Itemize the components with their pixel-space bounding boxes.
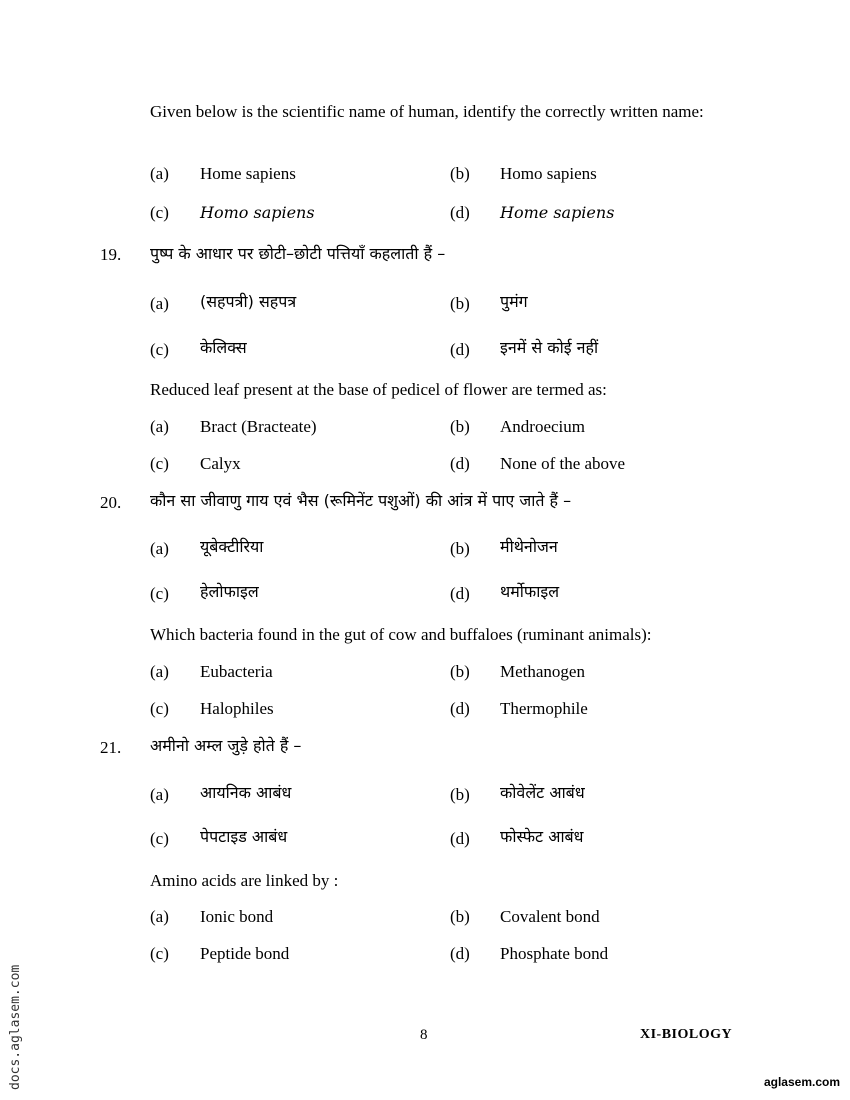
option-label: (d) xyxy=(450,944,470,963)
q20-question-hi: कौन सा जीवाणु गाय एवं भैस (रूमिनेंट पशुओं) की आंत्र में पाए जाते हैं – xyxy=(150,491,572,510)
option-label: (d) xyxy=(450,584,470,603)
q21-option-b: Covalent bond xyxy=(500,907,600,926)
option-label: (a) xyxy=(150,785,169,804)
q19-question-en: Reduced leaf present at the base of pedicel of flower are termed as: xyxy=(150,380,607,399)
side-watermark: docs.aglasem.com xyxy=(8,964,23,1090)
q21-option-c-hi: पेपटाइड आबंध xyxy=(200,827,288,846)
option-label: (c) xyxy=(150,454,169,473)
subject-label: XI-BIOLOGY xyxy=(640,1027,733,1042)
q20-option-b: Methanogen xyxy=(500,662,585,681)
q21-option-a-hi: आयनिक आबंध xyxy=(200,783,292,802)
option-label: (d) xyxy=(450,699,470,718)
q19-option-b: Androecium xyxy=(500,417,585,436)
q21-option-c: Peptide bond xyxy=(200,944,290,963)
q19-option-c: Calyx xyxy=(200,454,241,473)
option-label: (d) xyxy=(450,454,470,473)
q20-option-a-hi: यूबेक्टीरिया xyxy=(200,537,264,556)
option-label: (b) xyxy=(450,294,470,313)
q18-option-c: Homo sapiens xyxy=(200,203,315,222)
q21-question-hi: अमीनो अम्ल जुड़े होते हैं – xyxy=(150,736,302,755)
option-label: (d) xyxy=(450,203,470,222)
q21-option-d-hi: फोस्फेट आबंध xyxy=(500,827,584,846)
option-label: (b) xyxy=(450,907,470,926)
option-label: (b) xyxy=(450,164,470,183)
option-label: (a) xyxy=(150,417,169,436)
q19-option-a: Bract (Bracteate) xyxy=(200,417,317,436)
q19-option-b-hi: पुमंग xyxy=(500,292,528,311)
option-label: (c) xyxy=(150,829,169,848)
q20-question-en: Which bacteria found in the gut of cow and buffaloes (ruminant animals): xyxy=(150,625,652,644)
option-label: (c) xyxy=(150,340,169,359)
q19-question-hi: पुष्प के आधार पर छोटी–छोटी पत्तियाँ कहलाती हैं – xyxy=(150,244,446,263)
question-number: 20. xyxy=(100,493,122,512)
q19-option-c-hi: केलिक्स xyxy=(200,338,247,357)
option-label: (a) xyxy=(150,662,169,681)
option-label: (c) xyxy=(150,944,169,963)
option-label: (d) xyxy=(450,340,470,359)
q20-option-c: Halophiles xyxy=(200,699,274,718)
option-label: (a) xyxy=(150,164,169,183)
question-number: 21. xyxy=(100,738,122,757)
q21-question-en: Amino acids are linked by : xyxy=(150,871,339,890)
q18-option-d: Home sapiens xyxy=(500,203,615,222)
q19-option-d-hi: इनमें से कोई नहीं xyxy=(500,338,599,357)
q19-option-a-hi: (सहपत्री) सहपत्र xyxy=(200,292,297,311)
q20-option-b-hi: मीथेनोजन xyxy=(500,537,558,556)
option-label: (d) xyxy=(450,829,470,848)
option-label: (c) xyxy=(150,584,169,603)
q18-option-a: Home sapiens xyxy=(200,164,296,183)
option-label: (b) xyxy=(450,662,470,681)
option-label: (b) xyxy=(450,417,470,436)
option-label: (b) xyxy=(450,785,470,804)
q20-option-c-hi: हेलोफाइल xyxy=(200,582,259,601)
q21-option-a: Ionic bond xyxy=(200,907,274,926)
q18-question-en: Given below is the scientific name of human, identify the correctly written name: xyxy=(150,102,704,121)
q18-option-b: Homo sapiens xyxy=(500,164,597,183)
q20-option-d-hi: थर्मोफाइल xyxy=(500,582,560,601)
brand-watermark: aglasem.com xyxy=(763,1075,840,1089)
q21-option-b-hi: कोवेलेंट आबंध xyxy=(500,783,585,802)
option-label: (b) xyxy=(450,539,470,558)
q19-option-d: None of the above xyxy=(500,454,626,473)
q20-option-a: Eubacteria xyxy=(200,662,273,681)
q21-option-d: Phosphate bond xyxy=(500,944,609,963)
option-label: (c) xyxy=(150,203,169,222)
option-label: (c) xyxy=(150,699,169,718)
question-number: 19. xyxy=(100,245,122,264)
page-number: 8 xyxy=(420,1027,428,1043)
option-label: (a) xyxy=(150,294,169,313)
option-label: (a) xyxy=(150,907,169,926)
option-label: (a) xyxy=(150,539,169,558)
q20-option-d: Thermophile xyxy=(500,699,588,718)
